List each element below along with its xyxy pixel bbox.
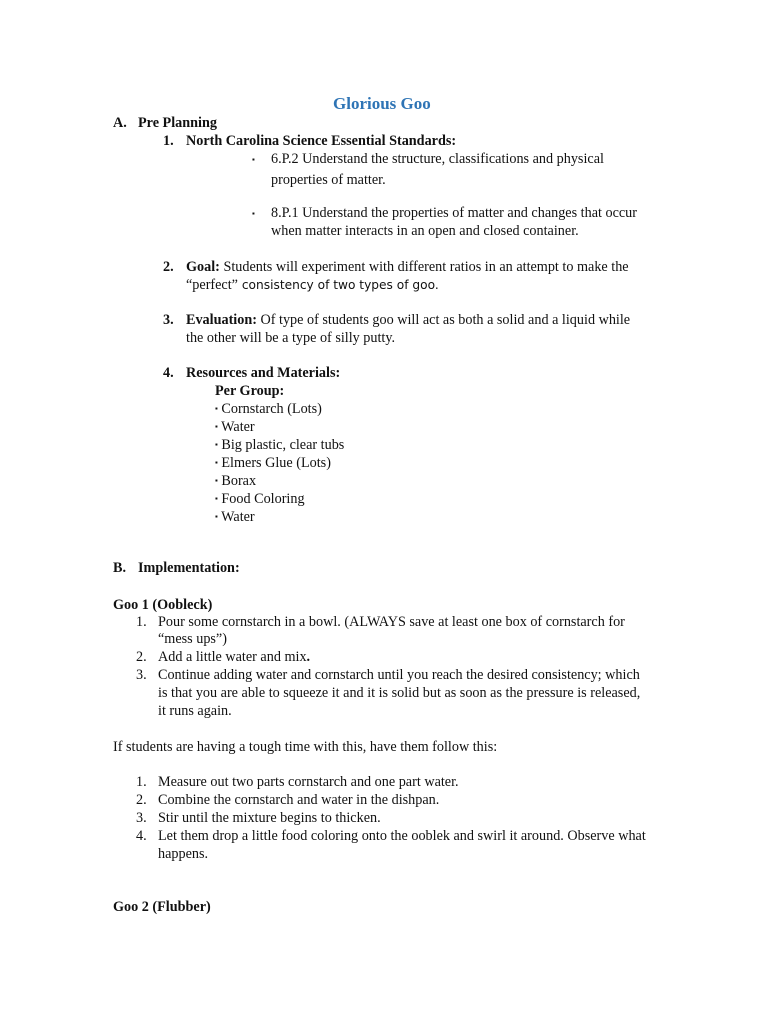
alt-step-line: Combine the cornstarch and water in the dishpan.	[158, 792, 440, 808]
per-group-label: Per Group:	[215, 383, 285, 399]
step-line: “mess ups”)	[158, 631, 227, 647]
goal-line	[186, 258, 629, 276]
bullet-icon: ▪	[215, 476, 218, 485]
material-item: ▪ Water	[215, 419, 255, 435]
step-number: 1.	[136, 614, 147, 630]
step-line: Add a little water and mix.	[158, 649, 311, 665]
step-line: it runs again.	[158, 703, 232, 719]
alt-step-line: Measure out two parts cornstarch and one part water.	[158, 774, 459, 790]
section-a-letter: A.	[113, 115, 127, 131]
goal-label: Goal:	[186, 259, 220, 275]
material-item: ▪ Elmers Glue (Lots)	[215, 455, 331, 471]
evaluation-line	[186, 311, 630, 329]
bullet-icon: ▪	[215, 494, 218, 503]
page-title: Glorious Goo	[333, 94, 431, 113]
standard-item-line: properties of matter.	[271, 172, 386, 188]
resources-heading: Resources and Materials:	[186, 365, 341, 381]
evaluation-number: 3.	[163, 312, 174, 328]
evaluation-line: the other will be a type of silly putty.	[186, 330, 396, 346]
goo2-heading: Goo 2 (Flubber)	[113, 899, 211, 915]
goo1-note: If students are having a tough time with this, have them follow this:	[113, 739, 498, 755]
alt-step-number: 1.	[136, 774, 147, 790]
alt-step-line: Let them drop a little food coloring onto the ooblek and swirl it around. Observe what	[158, 828, 646, 844]
material-item: ▪ Borax	[215, 473, 257, 489]
alt-step-line: Stir until the mixture begins to thicken.	[158, 810, 381, 826]
material-item: ▪ Cornstarch (Lots)	[215, 401, 322, 417]
evaluation-label: Evaluation:	[186, 312, 257, 328]
bullet-icon: ▪	[215, 440, 218, 449]
standard-item-line: 6.P.2 Understand the structure, classifications and physical	[271, 151, 604, 167]
alt-step-number: 2.	[136, 792, 147, 808]
goal-text: Students will experiment with different ratios in an attempt to make the	[219, 259, 629, 275]
standard-bullet-icon: ▪	[252, 155, 255, 164]
section-a-heading: Pre Planning	[138, 115, 217, 131]
section-b-heading: Implementation:	[138, 560, 240, 576]
evaluation-text: Of type of students goo will act as both a solid and a liquid while	[256, 312, 631, 328]
material-item: ▪ Big plastic, clear tubs	[215, 437, 345, 453]
alt-step-line: happens.	[158, 846, 209, 862]
standard-bullet-icon: ▪	[252, 209, 255, 218]
material-item: ▪ Food Coloring	[215, 491, 305, 507]
goal-line	[186, 276, 439, 294]
goal-number: 2.	[163, 259, 174, 275]
standards-number: 1.	[163, 133, 174, 149]
resources-number: 4.	[163, 365, 174, 381]
bullet-icon: ▪	[215, 512, 218, 521]
step-line: Continue adding water and cornstarch until you reach the desired consistency; which	[158, 667, 640, 683]
standard-item-line: 8.P.1 Understand the properties of matter and changes that occur	[271, 205, 637, 221]
step-line: is that you are able to squeeze it and it is solid but as soon as the pressure is released,	[158, 685, 641, 701]
alt-step-number: 4.	[136, 828, 147, 844]
section-b-letter: B.	[113, 560, 127, 576]
step-number: 3.	[136, 667, 147, 683]
bullet-icon: ▪	[215, 422, 218, 431]
alt-step-number: 3.	[136, 810, 147, 826]
standards-heading: North Carolina Science Essential Standards:	[186, 133, 457, 149]
step-number: 2.	[136, 649, 147, 665]
goal-perfect-word: “perfect”	[186, 277, 238, 293]
step-line: Pour some cornstarch in a bowl. (ALWAYS save at least one box of cornstarch for	[158, 614, 625, 630]
standard-item-line: when matter interacts in an open and closed container.	[271, 223, 579, 239]
goo1-heading: Goo 1 (Oobleck)	[113, 597, 213, 613]
material-item: ▪ Water	[215, 509, 255, 525]
goal-text: consistency of two types of goo.	[237, 278, 439, 292]
bullet-icon: ▪	[215, 458, 218, 467]
bullet-icon: ▪	[215, 404, 218, 413]
